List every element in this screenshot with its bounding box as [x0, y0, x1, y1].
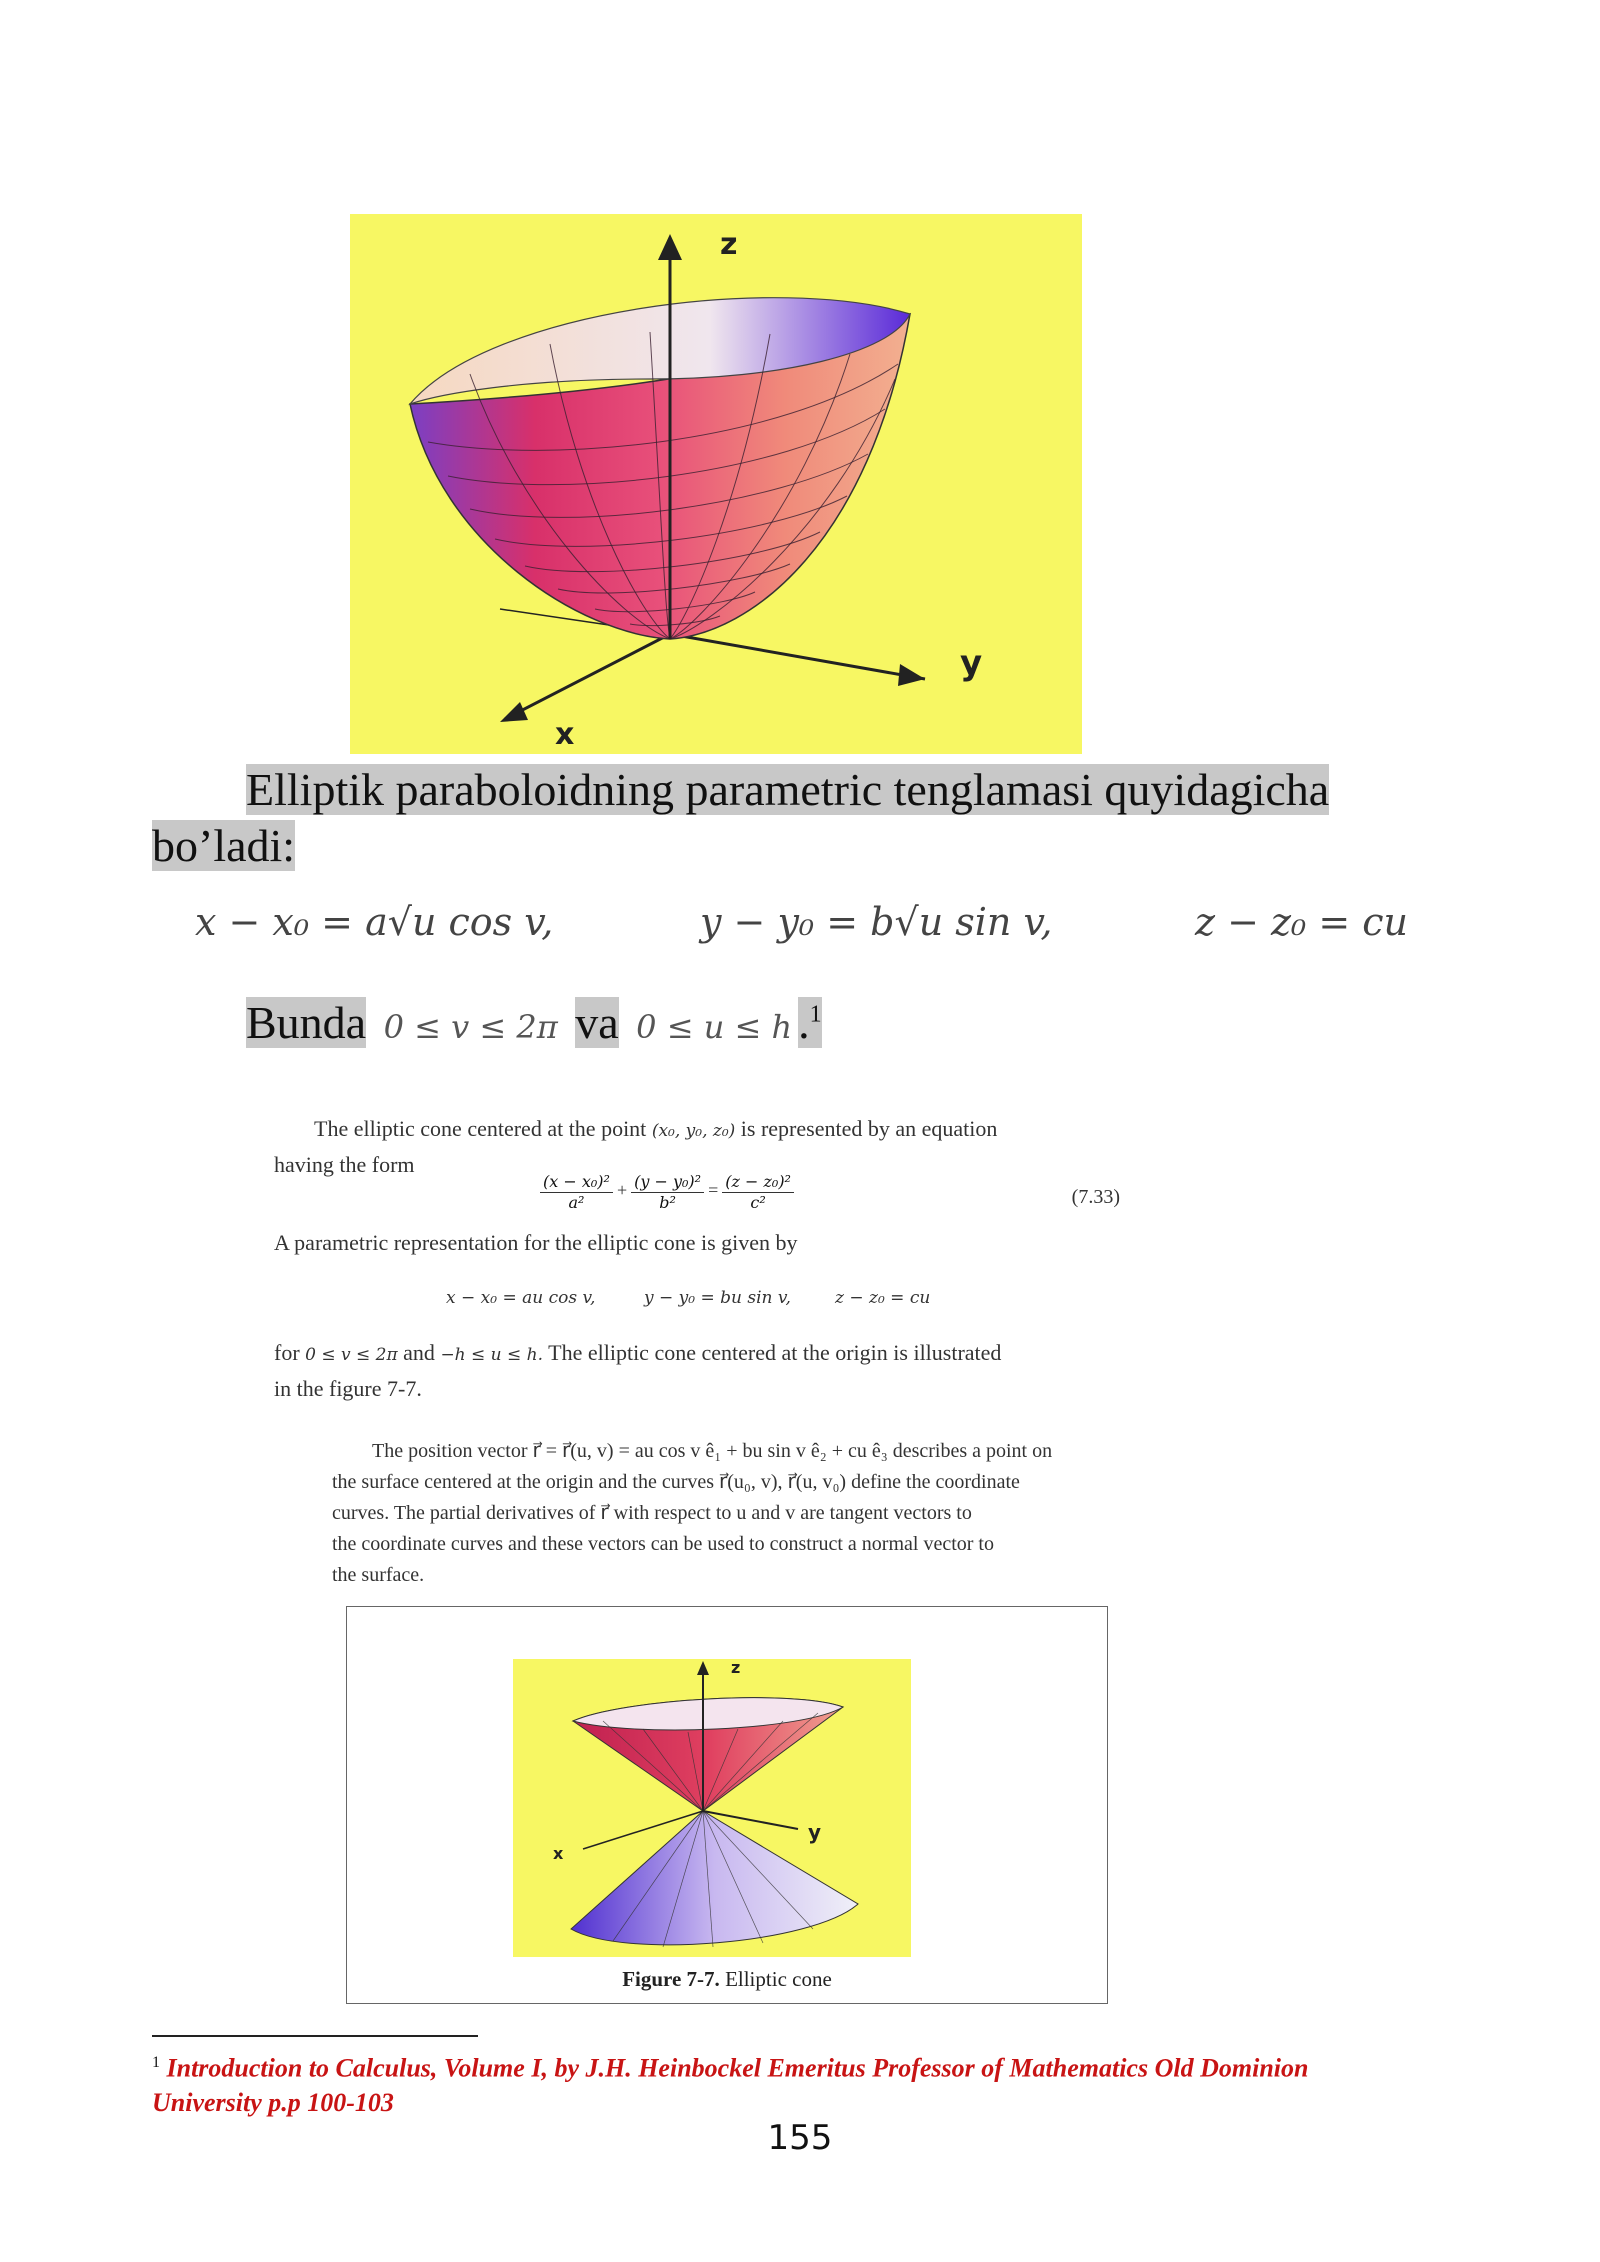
cone-graphic	[513, 1659, 911, 1957]
book-excerpt	[274, 1112, 1114, 1181]
footnote-mark: 1	[809, 1001, 822, 1028]
footnote-line-1: Introduction to Calculus, Volume I, by J.H. Heinbockel Emeritus Professor of Mathematics Old Dominion	[166, 2053, 1309, 2083]
intro-paragraph	[152, 762, 1412, 874]
equation-number: (7.33)	[1071, 1186, 1120, 1208]
excerpt-p1-a: The elliptic cone centered at the point	[314, 1116, 647, 1141]
excerpt-point: (x₀, y₀, z₀)	[651, 1121, 736, 1141]
paraboloid-equations	[0, 900, 1600, 970]
cone-y-axis-label: y	[808, 1820, 822, 1844]
va-word: va	[575, 997, 619, 1048]
p4-line1: The position vector r⃗ = r⃗(u, v) = au cos v ê₁ + bu sin v ê₂ + cu ê₃ describes a point on	[372, 1440, 1053, 1462]
p3-and: and	[403, 1340, 435, 1365]
cone-eq-x: x − x₀ = au cos v,	[446, 1288, 596, 1308]
cone-figure-frame	[346, 1606, 1108, 2004]
excerpt-p3	[274, 1336, 1114, 1405]
figure-caption	[347, 1967, 1107, 1992]
footnote-number: 1	[152, 2054, 160, 2071]
p3-range-v: 0 ≤ v ≤ 2π	[305, 1345, 398, 1365]
p4-line3: curves. The partial derivatives of r⃗ with respect to u and v are tangent vectors to	[332, 1502, 972, 1524]
cone-equation	[540, 1172, 1120, 1222]
excerpt-p1-c: having the form	[274, 1152, 415, 1177]
excerpt-p4	[332, 1436, 1132, 1591]
paraboloid-graphic	[350, 214, 1082, 754]
intro-line-2: bo’ladi:	[152, 820, 296, 871]
cone-figure	[513, 1659, 911, 1957]
p3-range-u: −h ≤ u ≤ h.	[440, 1345, 544, 1365]
parameter-ranges	[246, 996, 822, 1049]
frac3-numerator: (z − z₀)²	[722, 1172, 794, 1193]
p4-line4: the coordinate curves and these vectors can be used to construct a normal vector to	[332, 1533, 994, 1555]
p4-line5: the surface.	[332, 1564, 425, 1586]
p3-rest: The elliptic cone centered at the origin is illustrated	[548, 1340, 1002, 1365]
equation-z: z − z₀ = cu	[1195, 900, 1409, 944]
range-u: 0 ≤ u ≤ h	[636, 1008, 793, 1046]
range-v: 0 ≤ v ≤ 2π	[383, 1008, 558, 1046]
equation-x: x − x₀ = a√u cos v,	[195, 900, 554, 944]
p3-for: for	[274, 1340, 300, 1365]
cone-parametric-equations	[0, 1282, 1600, 1316]
frac2-numerator: (y − y₀)²	[631, 1172, 704, 1193]
bunda-word: Bunda	[246, 997, 367, 1048]
cone-eq-z: z − z₀ = cu	[835, 1288, 931, 1308]
y-axis-label: y	[960, 643, 983, 683]
cone-x-axis-label: x	[553, 1844, 564, 1863]
frac1-numerator: (x − x₀)²	[540, 1172, 613, 1193]
excerpt-p2: A parametric representation for the elliptic cone is given by	[274, 1230, 798, 1255]
page-number: 155	[767, 2118, 833, 2158]
range-period: .	[798, 997, 810, 1048]
plus-sign: +	[616, 1180, 628, 1201]
frac2-denominator: b²	[659, 1193, 676, 1212]
caption-label: Figure 7-7.	[622, 1967, 720, 1991]
intro-line-1: Elliptik paraboloidning parametric tenglamasi quyidagicha	[246, 764, 1330, 815]
p4-line2: the surface centered at the origin and the curves r⃗(u₀, v), r⃗(u, v₀) define the coordinate	[332, 1471, 1020, 1493]
excerpt-p1-b: is represented by an equation	[740, 1116, 998, 1141]
caption-text: Elliptic cone	[725, 1967, 832, 1991]
equation-y: y − y₀ = b√u sin v,	[700, 900, 1053, 944]
paraboloid-figure	[350, 214, 1082, 754]
frac1-denominator: a²	[568, 1193, 585, 1212]
frac3-denominator: c²	[750, 1193, 766, 1212]
footnote-line-2: University p.p 100-103	[152, 2087, 394, 2117]
cone-z-axis-label: z	[731, 1659, 741, 1677]
x-axis-label: x	[555, 717, 575, 752]
p3-line2: in the figure 7-7.	[274, 1376, 422, 1401]
equals-sign: =	[708, 1180, 719, 1201]
z-axis-label: z	[720, 227, 738, 262]
footnote-rule	[152, 2035, 478, 2037]
footnote	[152, 2046, 1452, 2120]
cone-eq-y: y − y₀ = bu sin v,	[644, 1288, 791, 1308]
